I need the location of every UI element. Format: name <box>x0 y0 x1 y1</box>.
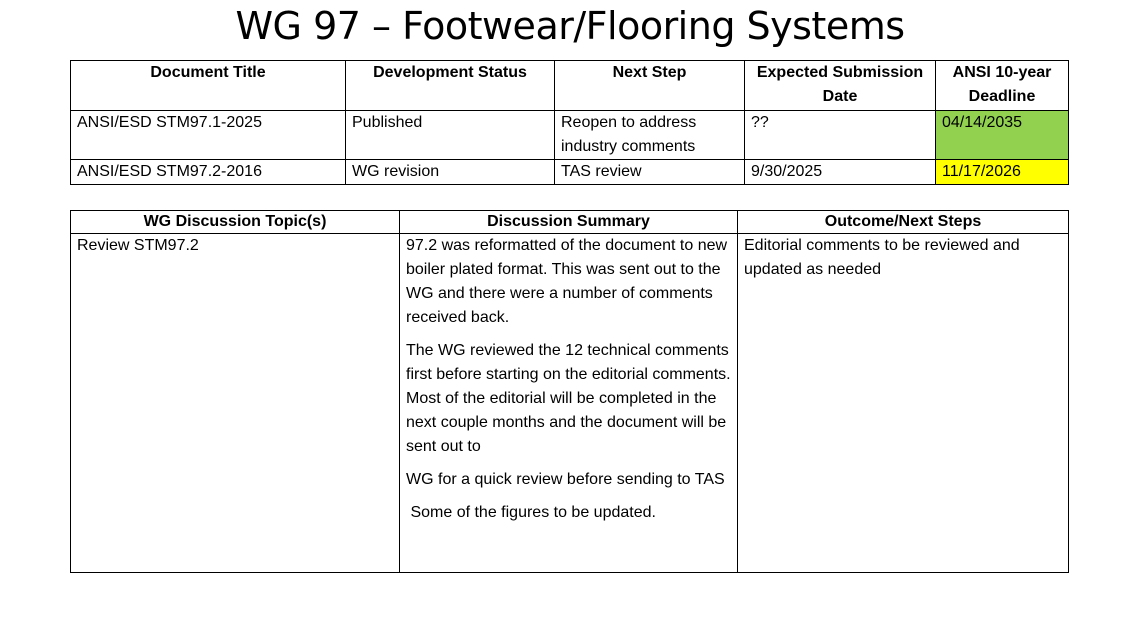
header-development-status: Development Status <box>346 61 555 111</box>
document-title-cell: ANSI/ESD STM97.1-2025 <box>71 111 346 160</box>
deadline-cell: 11/17/2026 <box>936 160 1069 185</box>
header-outcome-next-steps: Outcome/Next Steps <box>738 211 1069 234</box>
header-expected-submission-date: Expected Submission Date <box>745 61 936 111</box>
summary-paragraph: Some of the figures to be updated. <box>406 504 656 521</box>
summary-paragraph: 97.2 was reformatted of the document to new boiler plated format. This was sent out to the WG and there were a number of comments received back. <box>406 237 728 326</box>
document-title-cell: ANSI/ESD STM97.2-2016 <box>71 160 346 185</box>
discussion-header-row <box>71 211 1069 234</box>
header-discussion-topics: WG Discussion Topic(s) <box>71 211 400 234</box>
status-header-row <box>71 61 1069 111</box>
header-ansi-deadline: ANSI 10-year Deadline <box>936 61 1069 111</box>
next-step-cell: Reopen to address industry comments <box>555 111 745 160</box>
status-table <box>70 60 1069 185</box>
header-next-step: Next Step <box>555 61 745 111</box>
deadline-cell: 04/14/2035 <box>936 111 1069 160</box>
submission-date-cell: 9/30/2025 <box>745 160 936 185</box>
next-step-cell: TAS review <box>555 160 745 185</box>
discussion-summary-cell <box>400 234 738 573</box>
summary-paragraph: The WG reviewed the 12 technical comments first before starting on the editorial comments. Most of the editorial will be completed in the next couple months and the document will be sent out to <box>406 342 731 455</box>
submission-date-cell: ?? <box>745 111 936 160</box>
discussion-table <box>70 210 1069 573</box>
summary-paragraph: WG for a quick review before sending to TAS <box>406 471 725 488</box>
slide-title: WG 97 – Footwear/Flooring Systems <box>235 4 905 48</box>
table-row <box>71 234 1069 573</box>
table-row <box>71 111 1069 160</box>
outcome-cell: Editorial comments to be reviewed and updated as needed <box>738 234 1069 573</box>
development-status-cell: WG revision <box>346 160 555 185</box>
header-discussion-summary: Discussion Summary <box>400 211 738 234</box>
discussion-topic-cell: Review STM97.2 <box>71 234 400 573</box>
header-document-title: Document Title <box>71 61 346 111</box>
development-status-cell: Published <box>346 111 555 160</box>
table-row <box>71 160 1069 185</box>
